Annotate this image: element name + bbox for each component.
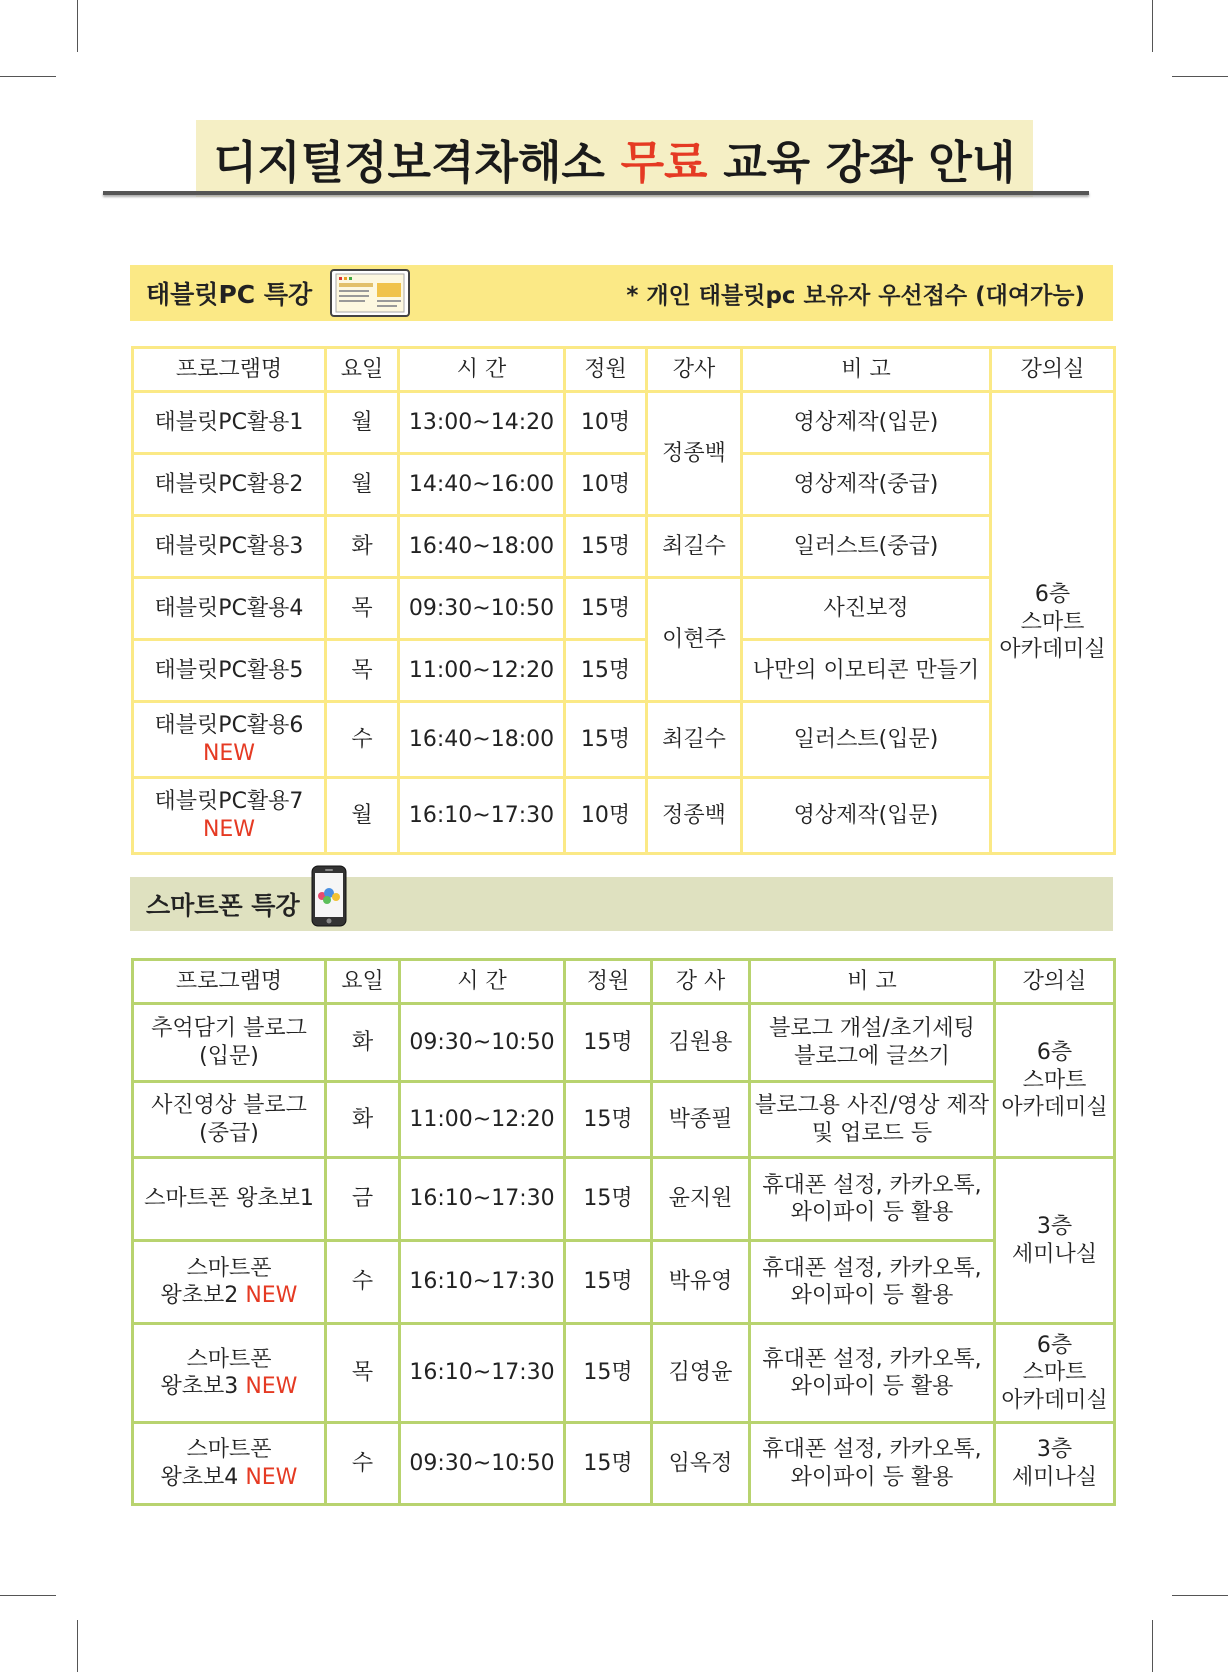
new-badge: NEW bbox=[202, 740, 256, 766]
time: 09:30~10:50 bbox=[400, 1423, 565, 1505]
program-name bbox=[133, 702, 326, 778]
day: 월 bbox=[326, 392, 399, 454]
program-line: 왕초보2 bbox=[160, 1283, 239, 1308]
day: 수 bbox=[326, 1241, 400, 1324]
note-line: 휴대폰 설정, 카카오톡, bbox=[762, 1437, 982, 1462]
capacity: 10명 bbox=[565, 392, 647, 454]
instructor: 최길수 bbox=[647, 702, 742, 778]
room bbox=[995, 1004, 1115, 1158]
header-time: 시 간 bbox=[400, 960, 565, 1004]
table-row bbox=[133, 1423, 1115, 1505]
header-room: 강의실 bbox=[991, 348, 1115, 392]
note-line: 및 업로드 등 bbox=[811, 1120, 933, 1146]
capacity: 15명 bbox=[565, 1082, 652, 1158]
table-row bbox=[133, 392, 1115, 454]
day: 목 bbox=[326, 1324, 400, 1423]
capacity: 15명 bbox=[565, 702, 647, 778]
room-floor: 6층 bbox=[1034, 582, 1071, 608]
instructor: 박종필 bbox=[652, 1082, 750, 1158]
note bbox=[750, 1004, 995, 1082]
note-line: 와이파이 등 활용 bbox=[790, 1200, 954, 1225]
table-row bbox=[133, 1241, 1115, 1324]
program-line: 스마트폰 bbox=[186, 1346, 272, 1372]
capacity: 15명 bbox=[565, 1241, 652, 1324]
table-header-row bbox=[133, 348, 1115, 392]
crop-mark bbox=[77, 0, 78, 52]
instructor: 정종백 bbox=[647, 778, 742, 854]
program-line: 스마트폰 bbox=[186, 1437, 272, 1462]
note-line: 와이파이 등 활용 bbox=[790, 1374, 954, 1399]
program-title: 태블릿PC활용7 bbox=[154, 789, 304, 814]
room bbox=[995, 1158, 1115, 1324]
time: 16:10~17:30 bbox=[399, 778, 565, 854]
header-time: 시 간 bbox=[399, 348, 565, 392]
program-line: (중급) bbox=[199, 1120, 259, 1146]
room-floor: 6층 bbox=[1036, 1040, 1073, 1066]
program-line: (입문) bbox=[199, 1043, 259, 1069]
smartphone-icon bbox=[310, 864, 350, 928]
program-line: 왕초보3 bbox=[160, 1374, 239, 1399]
day: 월 bbox=[326, 778, 399, 854]
instructor: 윤지원 bbox=[652, 1158, 750, 1241]
time: 14:40~16:00 bbox=[399, 454, 565, 516]
tablet-icon bbox=[330, 269, 410, 317]
table-row bbox=[133, 454, 1115, 516]
instructor: 김원용 bbox=[652, 1004, 750, 1082]
room-floor: 6층 bbox=[1036, 1332, 1073, 1358]
program-name: 태블릿PC활용3 bbox=[133, 516, 326, 578]
time: 16:10~17:30 bbox=[400, 1324, 565, 1423]
crop-mark bbox=[1172, 1595, 1228, 1596]
table-row bbox=[133, 1004, 1115, 1082]
capacity: 15명 bbox=[565, 578, 647, 640]
title-highlight: 무료 bbox=[620, 136, 708, 189]
crop-mark bbox=[1152, 0, 1153, 52]
note bbox=[750, 1423, 995, 1505]
note bbox=[750, 1324, 995, 1423]
capacity: 15명 bbox=[565, 1004, 652, 1082]
crop-mark bbox=[1172, 76, 1228, 77]
table-row bbox=[133, 702, 1115, 778]
program-name bbox=[133, 1241, 326, 1324]
program-name bbox=[133, 1324, 326, 1423]
program-name: 스마트폰 왕초보1 bbox=[133, 1158, 326, 1241]
header-capacity: 정원 bbox=[565, 960, 652, 1004]
program-name bbox=[133, 1082, 326, 1158]
program-line: 왕초보4 bbox=[160, 1464, 239, 1490]
program-name bbox=[133, 1004, 326, 1082]
note-line: 와이파이 등 활용 bbox=[790, 1283, 954, 1308]
header-capacity: 정원 bbox=[565, 348, 647, 392]
program-name: 태블릿PC활용2 bbox=[133, 454, 326, 516]
note: 일러스트(입문) bbox=[742, 702, 991, 778]
instructor: 이현주 bbox=[647, 578, 742, 702]
program-name bbox=[133, 1423, 326, 1505]
phone-section-label: 스마트폰 특강 bbox=[146, 891, 300, 920]
capacity: 15명 bbox=[565, 1324, 652, 1423]
note: 일러스트(중급) bbox=[742, 516, 991, 578]
new-badge: NEW bbox=[245, 1283, 298, 1308]
tablet-section-header bbox=[130, 265, 1113, 321]
capacity: 15명 bbox=[565, 640, 647, 702]
instructor: 박유영 bbox=[652, 1241, 750, 1324]
header-room: 강의실 bbox=[995, 960, 1115, 1004]
capacity: 10명 bbox=[565, 778, 647, 854]
day: 수 bbox=[326, 1423, 400, 1505]
room-name: 아카데미실 bbox=[1001, 1387, 1108, 1413]
capacity: 15명 bbox=[565, 1158, 652, 1241]
instructor: 김영윤 bbox=[652, 1324, 750, 1423]
header-instructor: 강사 bbox=[647, 348, 742, 392]
new-badge: NEW bbox=[245, 1464, 298, 1490]
smartphone-schedule-table bbox=[131, 958, 1116, 1506]
note-line: 휴대폰 설정, 카카오톡, bbox=[762, 1346, 982, 1372]
time: 11:00~12:20 bbox=[399, 640, 565, 702]
table-row bbox=[133, 1324, 1115, 1423]
new-badge: NEW bbox=[202, 816, 256, 842]
note bbox=[750, 1241, 995, 1324]
note: 나만의 이모티콘 만들기 bbox=[742, 640, 991, 702]
room bbox=[995, 1423, 1115, 1505]
day: 화 bbox=[326, 1004, 400, 1082]
time: 16:40~18:00 bbox=[399, 702, 565, 778]
day: 금 bbox=[326, 1158, 400, 1241]
header-day: 요일 bbox=[326, 348, 399, 392]
room-name: 스마트 bbox=[1022, 1067, 1087, 1093]
table-row bbox=[133, 516, 1115, 578]
capacity: 15명 bbox=[565, 1423, 652, 1505]
day: 화 bbox=[326, 1082, 400, 1158]
title-rest: 교육 강좌 안내 bbox=[723, 136, 1016, 189]
time: 16:10~17:30 bbox=[400, 1158, 565, 1241]
room-name: 스마트 bbox=[1020, 609, 1085, 635]
note: 영상제작(입문) bbox=[742, 778, 991, 854]
day: 화 bbox=[326, 516, 399, 578]
note-line: 와이파이 등 활용 bbox=[790, 1464, 954, 1490]
day: 목 bbox=[326, 640, 399, 702]
instructor: 정종백 bbox=[647, 392, 742, 516]
program-title: 태블릿PC활용6 bbox=[154, 713, 304, 738]
room-name: 스마트 bbox=[1022, 1360, 1087, 1386]
room-floor: 3층 bbox=[1036, 1437, 1073, 1462]
program-name: 태블릿PC활용5 bbox=[133, 640, 326, 702]
note-line: 블로그에 글쓰기 bbox=[794, 1043, 950, 1069]
program-name bbox=[133, 778, 326, 854]
program-name: 태블릿PC활용4 bbox=[133, 578, 326, 640]
note-line: 휴대폰 설정, 카카오톡, bbox=[762, 1172, 982, 1198]
capacity: 10명 bbox=[565, 454, 647, 516]
header-day: 요일 bbox=[326, 960, 400, 1004]
note: 영상제작(중급) bbox=[742, 454, 991, 516]
header-note: 비 고 bbox=[750, 960, 995, 1004]
room-name: 아카데미실 bbox=[1001, 1095, 1108, 1121]
crop-mark bbox=[1152, 1620, 1153, 1672]
note: 영상제작(입문) bbox=[742, 392, 991, 454]
time: 09:30~10:50 bbox=[400, 1004, 565, 1082]
note-line: 블로그 개설/초기세팅 bbox=[769, 1016, 975, 1041]
time: 16:40~18:00 bbox=[399, 516, 565, 578]
table-row bbox=[133, 1082, 1115, 1158]
room bbox=[995, 1324, 1115, 1423]
phone-section-header bbox=[130, 877, 1113, 931]
title-main: 디지털정보격차해소 bbox=[213, 136, 605, 189]
note bbox=[750, 1082, 995, 1158]
room-name: 세미나실 bbox=[1011, 1464, 1097, 1490]
instructor: 임옥정 bbox=[652, 1423, 750, 1505]
crop-mark bbox=[0, 76, 56, 77]
title-box bbox=[196, 120, 1034, 197]
note bbox=[750, 1158, 995, 1241]
program-name: 태블릿PC활용1 bbox=[133, 392, 326, 454]
page-title bbox=[0, 120, 1229, 197]
header-note: 비 고 bbox=[742, 348, 991, 392]
room bbox=[991, 392, 1115, 854]
room-name: 세미나실 bbox=[1011, 1241, 1097, 1267]
header-program: 프로그램명 bbox=[133, 960, 326, 1004]
note-line: 휴대폰 설정, 카카오톡, bbox=[762, 1255, 982, 1281]
day: 월 bbox=[326, 454, 399, 516]
day: 목 bbox=[326, 578, 399, 640]
time: 09:30~10:50 bbox=[399, 578, 565, 640]
header-instructor: 강 사 bbox=[652, 960, 750, 1004]
tablet-schedule-table bbox=[131, 346, 1116, 855]
program-line: 추억담기 블로그 bbox=[151, 1016, 307, 1041]
program-line: 사진영상 블로그 bbox=[151, 1093, 307, 1118]
note: 사진보정 bbox=[742, 578, 991, 640]
crop-mark bbox=[0, 1595, 56, 1596]
capacity: 15명 bbox=[565, 516, 647, 578]
crop-mark bbox=[77, 1620, 78, 1672]
table-row bbox=[133, 778, 1115, 854]
day: 수 bbox=[326, 702, 399, 778]
note-line: 블로그용 사진/영상 제작 bbox=[755, 1093, 989, 1118]
new-badge: NEW bbox=[245, 1374, 298, 1399]
header-program: 프로그램명 bbox=[133, 348, 326, 392]
tablet-section-label: 태블릿PC 특강 bbox=[146, 280, 313, 309]
room-floor: 3층 bbox=[1036, 1214, 1073, 1239]
tablet-section-note: * 개인 태블릿pc 보유자 우선접수 (대여가능) bbox=[626, 282, 1085, 309]
table-row bbox=[133, 640, 1115, 702]
room-name: 아카데미실 bbox=[999, 637, 1106, 663]
program-line: 스마트폰 bbox=[186, 1255, 272, 1281]
time: 16:10~17:30 bbox=[400, 1241, 565, 1324]
instructor: 최길수 bbox=[647, 516, 742, 578]
time: 13:00~14:20 bbox=[399, 392, 565, 454]
table-row bbox=[133, 578, 1115, 640]
table-header-row bbox=[133, 960, 1115, 1004]
title-underline bbox=[103, 191, 1089, 195]
table-row bbox=[133, 1158, 1115, 1241]
time: 11:00~12:20 bbox=[400, 1082, 565, 1158]
